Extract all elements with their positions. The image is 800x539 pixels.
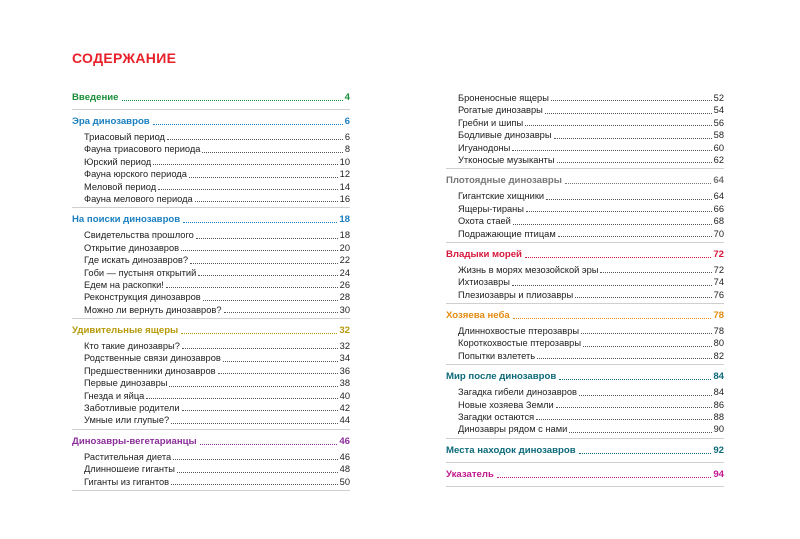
dot-leader xyxy=(182,410,338,411)
toc-entry[interactable] xyxy=(458,142,724,154)
dot-leader xyxy=(181,250,338,251)
section-heading-label: Плотоядные динозавры xyxy=(446,175,562,187)
toc-entry-label: Растительная диета xyxy=(84,451,172,462)
toc-entry-page: 10 xyxy=(339,156,350,167)
toc-entry[interactable] xyxy=(84,414,350,426)
toc-entry-page: 82 xyxy=(713,350,724,361)
section-heading[interactable] xyxy=(446,469,724,484)
dot-leader xyxy=(513,318,712,319)
toc-entry[interactable] xyxy=(458,117,724,129)
toc-entry-label: Плезиозавры и плиозавры xyxy=(458,289,574,300)
toc-entry[interactable] xyxy=(458,104,724,116)
dot-leader xyxy=(190,263,338,264)
dot-leader xyxy=(600,272,711,273)
toc-entry-page: 84 xyxy=(713,387,724,398)
dot-leader xyxy=(200,444,338,445)
section-heading[interactable] xyxy=(446,371,724,386)
toc-section xyxy=(446,249,724,304)
dot-leader xyxy=(146,398,337,399)
toc-entry[interactable] xyxy=(84,229,350,241)
dot-leader xyxy=(122,100,343,101)
toc-entry-page: 62 xyxy=(713,154,724,165)
section-heading-page: 64 xyxy=(713,175,724,187)
section-heading-page: 94 xyxy=(713,468,724,480)
toc-entry-page: 30 xyxy=(339,304,350,315)
dot-leader xyxy=(153,124,343,125)
toc-entry[interactable] xyxy=(84,463,350,475)
toc-entry-page: 48 xyxy=(339,464,350,475)
section-heading-page: 32 xyxy=(339,325,350,337)
toc-entry[interactable] xyxy=(458,154,724,166)
toc-entry[interactable] xyxy=(84,181,350,193)
toc-entry[interactable] xyxy=(84,291,350,303)
toc-entry-label: Умные или глупые? xyxy=(84,415,170,426)
toc-entry[interactable] xyxy=(458,203,724,215)
toc-entry[interactable] xyxy=(458,264,724,276)
toc-entry[interactable] xyxy=(84,377,350,389)
toc-entry-page: 16 xyxy=(339,193,350,204)
toc-entry-label: Первые динозавры xyxy=(84,378,168,389)
toc-entry[interactable] xyxy=(84,304,350,316)
toc-entry-page: 20 xyxy=(339,242,350,253)
toc-section xyxy=(72,92,350,110)
section-divider xyxy=(446,438,724,439)
toc-entry-label: Динозавры рядом с нами xyxy=(458,424,568,435)
toc-entry[interactable] xyxy=(84,390,350,402)
toc-entry-label: Фауна юрского периода xyxy=(84,169,187,180)
dot-leader xyxy=(525,125,712,126)
toc-entry[interactable] xyxy=(458,411,724,423)
toc-entry[interactable] xyxy=(84,143,350,155)
toc-entry-label: Жизнь в морях мезозойской эры xyxy=(458,264,599,275)
toc-entry-label: Меловой период xyxy=(84,181,157,192)
toc-entry-page: 72 xyxy=(713,264,724,275)
toc-entry-label: Едем на раскопки! xyxy=(84,279,164,290)
dot-leader xyxy=(183,222,337,223)
dot-leader xyxy=(171,484,338,485)
toc-entry[interactable] xyxy=(84,168,350,180)
section-heading[interactable] xyxy=(72,325,350,340)
toc-entry-page: 78 xyxy=(713,326,724,337)
dot-leader xyxy=(181,333,337,334)
toc-entry-label: Юрский период xyxy=(84,156,152,167)
toc-entry[interactable] xyxy=(84,340,350,352)
section-items xyxy=(84,451,350,488)
toc-entry-label: Открытие динозавров xyxy=(84,242,180,253)
toc-entry[interactable] xyxy=(84,131,350,143)
dot-leader xyxy=(557,162,712,163)
toc-entry[interactable] xyxy=(84,254,350,266)
toc-entry-label: Родственные связи динозавров xyxy=(84,353,221,364)
section-heading-label: Удивительные ящеры xyxy=(72,325,179,337)
toc-section xyxy=(72,214,350,319)
dot-leader xyxy=(173,459,337,460)
section-items xyxy=(458,386,724,436)
toc-entry-page: 18 xyxy=(339,230,350,241)
toc-entry[interactable] xyxy=(458,423,724,435)
section-divider xyxy=(72,429,350,430)
toc-section xyxy=(446,175,724,243)
dot-leader xyxy=(583,346,712,347)
toc-entry-page: 22 xyxy=(339,255,350,266)
toc-column-right xyxy=(446,92,724,493)
toc-column-left xyxy=(72,92,350,497)
toc-entry-page: 14 xyxy=(339,181,350,192)
toc-entry-page: 50 xyxy=(339,476,350,487)
section-heading[interactable] xyxy=(72,92,350,107)
toc-entry-page: 66 xyxy=(713,203,724,214)
toc-entry-label: Охота стаей xyxy=(458,216,511,227)
dot-leader xyxy=(223,361,338,362)
toc-entry-page: 12 xyxy=(339,169,350,180)
toc-entry-label: Утконосые музыканты xyxy=(458,154,555,165)
section-heading-page: 6 xyxy=(344,116,350,127)
toc-entry-label: Гоби — пустыня открытий xyxy=(84,267,197,278)
dot-leader xyxy=(554,138,712,139)
toc-entry[interactable] xyxy=(458,276,724,288)
dot-leader xyxy=(203,300,338,301)
dot-leader xyxy=(218,373,338,374)
dot-leader xyxy=(556,407,712,408)
section-heading-label: Динозавры-вегетарианцы xyxy=(72,435,197,447)
dot-leader xyxy=(579,453,712,454)
section-heading-label: Указатель xyxy=(446,468,494,480)
toc-entry[interactable] xyxy=(458,228,724,240)
section-divider xyxy=(72,207,350,208)
section-heading-label: Мир после динозавров xyxy=(446,371,557,383)
toc-entry-label: Короткохвостые птерозавры xyxy=(458,338,582,349)
toc-section xyxy=(446,469,724,487)
toc-entry-label: Гребни и шипы xyxy=(458,117,524,128)
toc-entry[interactable] xyxy=(84,476,350,488)
toc-entry-label: Бодливые динозавры xyxy=(458,130,552,141)
dot-leader xyxy=(536,419,711,420)
toc-entry-label: Фауна мелового периода xyxy=(84,193,193,204)
toc-entry-label: Фауна триасового периода xyxy=(84,144,201,155)
section-heading-page: 4 xyxy=(344,92,350,103)
section-heading-page: 78 xyxy=(713,310,724,322)
dot-leader xyxy=(196,238,338,239)
section-divider xyxy=(446,303,724,304)
toc-entry[interactable] xyxy=(458,215,724,227)
section-heading[interactable] xyxy=(72,436,350,451)
section-items xyxy=(458,264,724,301)
dot-leader xyxy=(158,189,338,190)
toc-entry-label: Длиннохвостые птерозавры xyxy=(458,326,580,337)
toc-entry-page: 38 xyxy=(339,378,350,389)
section-items xyxy=(84,131,350,205)
toc-entry-label: Можно ли вернуть динозавров? xyxy=(84,304,222,315)
toc-entry[interactable] xyxy=(84,193,350,205)
dot-leader xyxy=(166,287,338,288)
toc-entry-page: 68 xyxy=(713,216,724,227)
section-heading-page: 18 xyxy=(339,214,350,226)
toc-entry-page: 44 xyxy=(339,415,350,426)
dot-leader xyxy=(525,257,711,258)
toc-section xyxy=(446,445,724,463)
toc-entry[interactable] xyxy=(458,92,724,104)
section-heading-label: Владыки морей xyxy=(446,248,522,260)
toc-entry-page: 6 xyxy=(344,131,350,142)
section-heading-page: 92 xyxy=(713,444,724,456)
toc-section xyxy=(446,92,724,169)
section-items xyxy=(458,92,724,166)
toc-entry-label: Новые хозяева Земли xyxy=(458,399,554,410)
section-divider xyxy=(446,168,724,169)
dot-leader xyxy=(202,152,342,153)
toc-entry-label: Реконструкция динозавров xyxy=(84,292,201,303)
toc-entry-page: 56 xyxy=(713,117,724,128)
toc-entry-label: Предшественники динозавров xyxy=(84,365,216,376)
dot-leader xyxy=(559,379,711,380)
toc-entry-label: Свидетельства прошлого xyxy=(84,230,194,241)
section-heading-label: На поиски динозавров xyxy=(72,214,181,226)
toc-entry[interactable] xyxy=(458,129,724,141)
toc-entry-page: 76 xyxy=(713,289,724,300)
toc-entry-label: Гигантские хищники xyxy=(458,191,545,202)
toc-entry[interactable] xyxy=(458,289,724,301)
toc-entry[interactable] xyxy=(458,386,724,398)
dot-leader xyxy=(512,285,712,286)
section-heading[interactable] xyxy=(446,249,724,264)
dot-leader xyxy=(177,472,338,473)
toc-entry[interactable] xyxy=(458,190,724,202)
toc-entry-page: 8 xyxy=(344,144,350,155)
section-divider xyxy=(446,364,724,365)
toc-entry[interactable] xyxy=(84,352,350,364)
toc-entry-page: 28 xyxy=(339,292,350,303)
toc-entry-label: Гнезда и яйца xyxy=(84,390,145,401)
toc-entry-page: 90 xyxy=(713,424,724,435)
section-heading-label: Эра динозавров xyxy=(72,116,150,127)
dot-leader xyxy=(545,113,712,114)
toc-entry-page: 24 xyxy=(339,267,350,278)
section-divider xyxy=(72,318,350,319)
dot-leader xyxy=(579,395,712,396)
section-heading-label: Хозяева неба xyxy=(446,310,510,322)
toc-entry-label: Попытки взлететь xyxy=(458,350,536,361)
toc-section xyxy=(72,325,350,430)
dot-leader xyxy=(198,275,337,276)
toc-entry-label: Триасовый период xyxy=(84,131,165,142)
toc-entry-label: Рогатые динозавры xyxy=(458,105,543,116)
section-divider xyxy=(446,486,724,487)
toc-entry[interactable] xyxy=(84,451,350,463)
toc-entry-label: Где искать динозавров? xyxy=(84,255,188,266)
section-heading[interactable] xyxy=(446,310,724,325)
toc-entry[interactable] xyxy=(84,156,350,168)
dot-leader xyxy=(513,224,712,225)
toc-entry-label: Ящеры-тираны xyxy=(458,203,524,214)
dot-leader xyxy=(224,312,338,313)
toc-entry-label: Длинношеие гиганты xyxy=(84,464,175,475)
toc-entry-page: 74 xyxy=(713,277,724,288)
dot-leader xyxy=(153,164,337,165)
toc-entry-label: Броненосные ящеры xyxy=(458,92,549,103)
section-heading[interactable] xyxy=(446,445,724,460)
toc-entry-page: 88 xyxy=(713,412,724,423)
toc-entry-page: 42 xyxy=(339,403,350,414)
toc-entry[interactable] xyxy=(458,399,724,411)
section-heading[interactable] xyxy=(446,175,724,190)
toc-entry-label: Гиганты из гигантов xyxy=(84,476,170,487)
toc-section xyxy=(446,310,724,365)
toc-entry-page: 80 xyxy=(713,338,724,349)
toc-entry-page: 64 xyxy=(713,191,724,202)
section-items xyxy=(84,340,350,427)
dot-leader xyxy=(551,100,712,101)
toc-entry[interactable] xyxy=(84,242,350,254)
toc-entry-page: 46 xyxy=(339,451,350,462)
section-items xyxy=(458,325,724,362)
toc-section xyxy=(72,436,350,491)
toc-entry-label: Ихтиозавры xyxy=(458,277,510,288)
toc-entry-page: 54 xyxy=(713,105,724,116)
toc-entry-page: 52 xyxy=(713,92,724,103)
section-divider xyxy=(446,242,724,243)
section-divider xyxy=(72,490,350,491)
toc-entry[interactable] xyxy=(84,365,350,377)
toc-section xyxy=(72,116,350,208)
dot-leader xyxy=(558,236,712,237)
toc-entry[interactable] xyxy=(84,402,350,414)
toc-entry-page: 60 xyxy=(713,142,724,153)
dot-leader xyxy=(195,201,338,202)
toc-entry-label: Подражающие птицам xyxy=(458,228,556,239)
toc-entry-page: 58 xyxy=(713,130,724,141)
toc-entry-label: Кто такие динозавры? xyxy=(84,341,180,352)
dot-leader xyxy=(167,139,343,140)
section-items xyxy=(84,229,350,316)
section-heading-page: 72 xyxy=(713,248,724,260)
toc-entry-page: 70 xyxy=(713,228,724,239)
toc-entry-page: 32 xyxy=(339,341,350,352)
toc-entry-page: 34 xyxy=(339,353,350,364)
dot-leader xyxy=(537,358,712,359)
section-heading-page: 46 xyxy=(339,435,350,447)
toc-entry-page: 36 xyxy=(339,365,350,376)
section-divider xyxy=(72,109,350,110)
section-divider xyxy=(446,462,724,463)
dot-leader xyxy=(182,348,338,349)
dot-leader xyxy=(546,199,712,200)
dot-leader xyxy=(189,177,338,178)
page-title: СОДЕРЖАНИЕ xyxy=(72,50,177,66)
section-heading-page: 84 xyxy=(713,371,724,383)
section-heading-label: Введение xyxy=(72,92,119,103)
dot-leader xyxy=(575,297,712,298)
toc-entry-label: Загадка гибели динозавров xyxy=(458,387,577,398)
toc-entry-page: 86 xyxy=(713,399,724,410)
dot-leader xyxy=(171,423,337,424)
toc-entry-label: Загадки остаются xyxy=(458,412,535,423)
toc-entry[interactable] xyxy=(458,325,724,337)
toc-entry[interactable] xyxy=(458,350,724,362)
toc-entry-label: Игуанодоны xyxy=(458,142,511,153)
toc-section xyxy=(446,371,724,439)
dot-leader xyxy=(569,432,711,433)
section-items xyxy=(458,190,724,240)
toc-entry-page: 26 xyxy=(339,279,350,290)
toc-entry[interactable] xyxy=(458,337,724,349)
toc-entry[interactable] xyxy=(84,279,350,291)
dot-leader xyxy=(581,333,712,334)
section-heading[interactable] xyxy=(72,116,350,131)
section-heading[interactable] xyxy=(72,214,350,229)
toc-entry-page: 40 xyxy=(339,390,350,401)
toc-entry-label: Заботливые родители xyxy=(84,403,180,414)
toc-entry[interactable] xyxy=(84,267,350,279)
dot-leader xyxy=(526,211,712,212)
section-heading-label: Места находок динозавров xyxy=(446,444,576,456)
dot-leader xyxy=(512,150,711,151)
dot-leader xyxy=(565,183,711,184)
dot-leader xyxy=(169,386,337,387)
dot-leader xyxy=(497,477,711,478)
